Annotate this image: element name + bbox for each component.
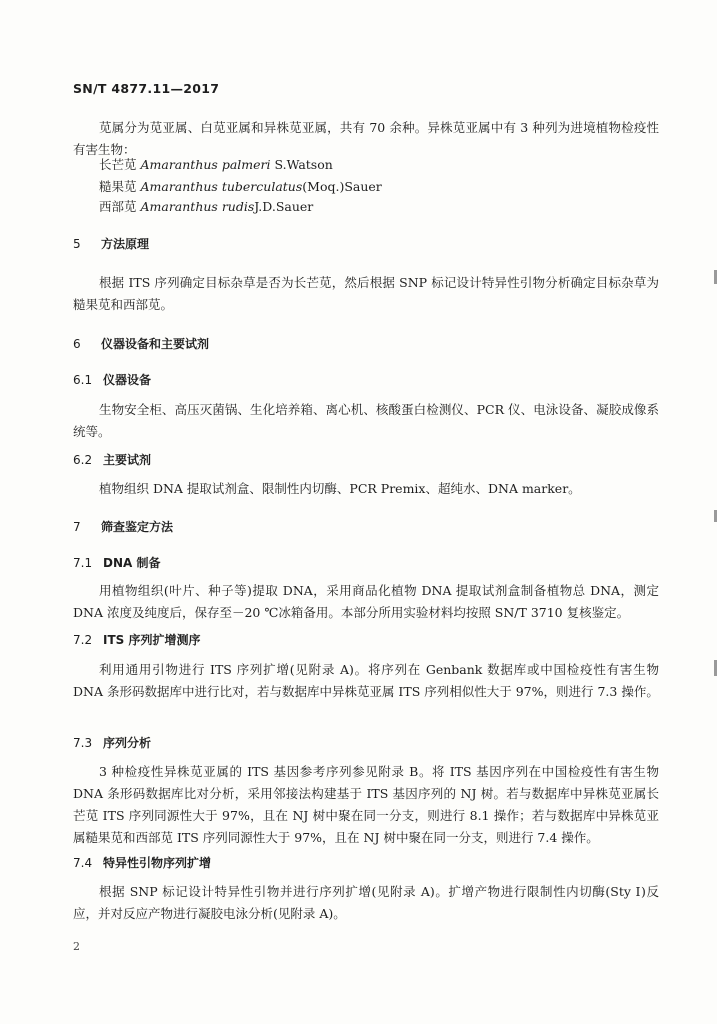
section-number: 6.2: [73, 453, 93, 467]
section-6-1-text: 生物安全柜、高压灭菌锅、生化培养箱、离心机、核酸蛋白检测仪、PCR 仪、电泳设备、凝胶成像系统等。: [73, 402, 659, 439]
section-7-heading: [73, 518, 173, 535]
section-5-text: 根据 ITS 序列确定目标杂草是否为长芒苋，然后根据 SNP 标记设计特异性引物分析确定目标杂草为糙果苋和西部苋。: [73, 275, 659, 312]
section-title: 仪器设备和主要试剂: [101, 337, 210, 351]
section-7-1-heading: [73, 554, 160, 571]
section-number: 6: [73, 337, 81, 351]
page-number: 2: [73, 940, 80, 953]
section-title: 仪器设备: [103, 373, 152, 387]
section-number: 6.1: [73, 373, 93, 387]
species-rudis: [99, 197, 313, 217]
section-6-heading: [73, 335, 209, 352]
species-latin: Amaranthus rudis: [140, 199, 255, 214]
section-title: 序列分析: [103, 736, 152, 750]
species-latin: Amaranthus palmeri: [140, 157, 271, 172]
section-title: 方法原理: [101, 237, 150, 251]
section-7-2-text: 利用通用引物进行 ITS 序列扩增(见附录 A)。将序列在 Genbank 数据库或中国检疫性有害生物 DNA 条形码数据库中进行比对，若与数据库中异株苋亚属 ITS 序列相似性大于 97%，则进行 7.3 操作。: [73, 662, 659, 699]
section-title: 筛查鉴定方法: [101, 520, 174, 534]
section-number: 7: [73, 520, 81, 534]
species-author: J.D.Sauer: [254, 199, 314, 214]
section-number: 5: [73, 237, 81, 251]
species-cn: 长芒苋: [99, 157, 137, 172]
section-6-2-heading: [73, 451, 151, 468]
species-cn: 西部苋: [99, 199, 137, 214]
section-7-2-heading: [73, 631, 200, 648]
section-number: 7.2: [73, 633, 93, 647]
section-7-3-heading: [73, 734, 151, 751]
species-tuberculatus: [99, 177, 382, 197]
species-author: (Moq.)Sauer: [302, 179, 382, 194]
standard-code: SN/T 4877.11—2017: [73, 81, 220, 96]
section-7-1-text: 用植物组织(叶片、种子等)提取 DNA，采用商品化植物 DNA 提取试剂盒制备植物总 DNA，测定 DNA 浓度及纯度后，保存至－20 ℃冰箱备用。本部分所用实验材料均按照 SN/T 3710 复核鉴定。: [73, 583, 659, 620]
section-7-3-text: 3 种检疫性异株苋亚属的 ITS 基因参考序列参见附录 B。将 ITS 基因序列在中国检疫性有害生物 DNA 条形码数据库比对分析，采用邻接法构建基于 ITS 基因序列的 NJ 树。若与数据库中异株苋亚属长芒苋 ITS 序列同源性大于 97%，且在 NJ 树中聚在同一分支，则进行 8.1 操作；若与数据库中异株苋亚属糙果苋和西部苋 ITS 序列同源性大于 97%，且在 NJ 树中聚在同一分支，则进行 7.4 操作。: [73, 764, 659, 845]
section-6-1-heading: [73, 371, 151, 388]
section-number: 7.4: [73, 856, 93, 870]
section-6-2-text: 植物组织 DNA 提取试剂盒、限制性内切酶、PCR Premix、超纯水、DNA marker。: [99, 481, 581, 496]
section-title: DNA 制备: [103, 556, 161, 570]
species-cn: 糙果苋: [99, 179, 137, 194]
section-title: 特异性引物序列扩增: [103, 856, 212, 870]
species-latin: Amaranthus tuberculatus: [140, 179, 303, 194]
species-palmeri: [99, 155, 333, 175]
section-7-4-heading: [73, 854, 211, 871]
intro-paragraph: 苋属分为苋亚属、白苋亚属和异株苋亚属，共有 70 余种。异株苋亚属中有 3 种列为进境植物检疫性有害生物：: [73, 120, 659, 157]
section-7-4-text: 根据 SNP 标记设计特异性引物并进行序列扩增(见附录 A)。扩增产物进行限制性内切酶(Sty Ⅰ)反应，并对反应产物进行凝胶电泳分析(见附录 A)。: [73, 884, 659, 921]
section-number: 7.1: [73, 556, 93, 570]
section-title: 主要试剂: [103, 453, 152, 467]
section-title: ITS 序列扩增测序: [103, 633, 201, 647]
section-5-heading: [73, 235, 149, 252]
species-author: S.Watson: [270, 157, 333, 172]
section-number: 7.3: [73, 736, 93, 750]
